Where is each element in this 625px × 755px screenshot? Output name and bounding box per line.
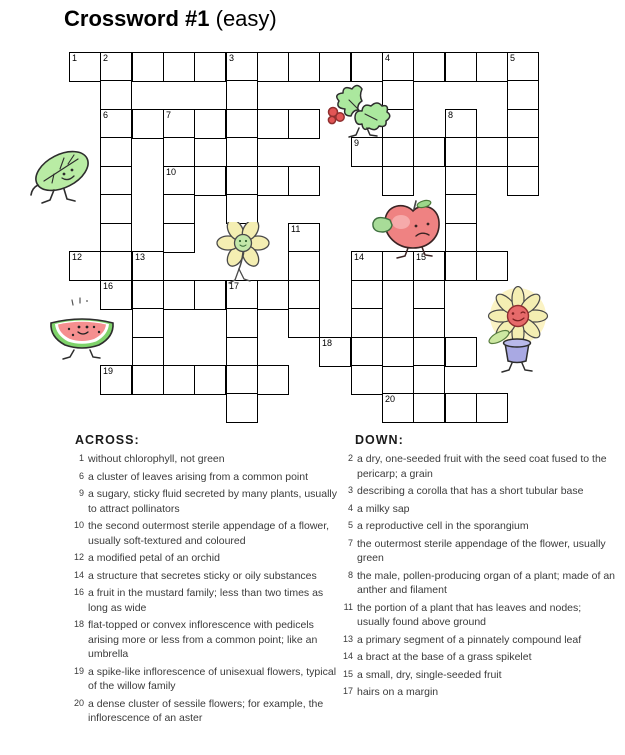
grid-cell[interactable] (382, 166, 414, 196)
clue-number: 3 (347, 485, 353, 495)
clue-item (341, 569, 623, 598)
clue-number: 16 (103, 281, 114, 291)
grid-cell[interactable] (100, 137, 132, 167)
clue-item (341, 668, 623, 683)
leaf-character-icon (14, 144, 102, 214)
grid-cell[interactable] (132, 337, 164, 367)
grid-cell[interactable] (257, 166, 289, 196)
grid-cell[interactable] (257, 365, 289, 395)
grid-cell[interactable] (163, 280, 195, 310)
clue-text: a milky sap (357, 502, 410, 515)
across-clues (72, 433, 340, 729)
clue-text: a small, dry, single-seeded fruit (357, 668, 502, 681)
clue-number: 12 (72, 252, 83, 262)
down-header: DOWN: (355, 433, 404, 447)
clue-text: a dry, one-seeded fruit with the seed coat fused to the pericarp; a grain (357, 453, 607, 480)
title-suffix: (easy) (209, 6, 277, 31)
clue-number: 14 (73, 569, 84, 580)
clue-number: 17 (342, 686, 353, 696)
down-clues (341, 433, 623, 703)
grid-cell[interactable] (507, 80, 539, 110)
grid-cell[interactable] (226, 393, 258, 423)
grid-cell[interactable] (476, 137, 508, 167)
clue-number: 14 (342, 651, 353, 661)
clue-item (341, 601, 623, 630)
across-clue-list (72, 452, 340, 726)
across-header: ACROSS: (75, 433, 140, 447)
clue-number: 8 (347, 569, 353, 580)
clue-number: 13 (135, 252, 146, 262)
clue-item (72, 551, 340, 566)
clue-number: 16 (73, 587, 84, 597)
down-clue-list (341, 452, 623, 700)
holly-character-icon (321, 76, 396, 138)
grid-cell[interactable] (194, 109, 226, 139)
grid-cell[interactable] (163, 166, 195, 196)
grid-cell[interactable] (413, 280, 445, 310)
clue-number: 15 (416, 252, 427, 262)
grid-cell[interactable] (476, 251, 508, 281)
grid-cell[interactable] (100, 80, 132, 110)
clue-number: 17 (229, 281, 240, 291)
clue-text: a reproductive cell in the sporangium (357, 520, 529, 532)
clue-text: a structure that secretes sticky or oily substances (88, 569, 317, 582)
grid-cell[interactable] (132, 280, 164, 310)
grid-cell[interactable] (413, 137, 445, 167)
clue-text: a dense cluster of sessile flowers; for example, the inflorescence of an aster (88, 697, 324, 724)
clue-item (341, 484, 623, 499)
grid-cell[interactable] (382, 393, 414, 423)
grid-cell[interactable] (445, 52, 477, 82)
clue-item (72, 569, 340, 584)
grid-cell[interactable] (132, 109, 164, 139)
clue-text: a cluster of leaves arising from a common point (88, 470, 309, 483)
grid-cell[interactable] (413, 365, 445, 395)
clue-number: 2 (103, 53, 109, 63)
grid-cell[interactable] (226, 109, 258, 139)
grid-cell[interactable] (132, 308, 164, 338)
clue-text: without chlorophyll, not green (88, 453, 225, 465)
clue-item (72, 470, 340, 485)
grid-cell[interactable] (69, 251, 101, 281)
clue-text: a primary segment of a pinnately compound leaf (357, 633, 582, 646)
clue-number: 5 (510, 53, 516, 63)
clue-number: 7 (166, 110, 172, 120)
clue-number: 19 (73, 665, 84, 676)
grid-cell[interactable] (413, 393, 445, 423)
clue-item (341, 519, 623, 534)
clue-item (72, 665, 340, 694)
clue-item (341, 685, 623, 700)
grid-cell[interactable] (194, 52, 226, 82)
grid-cell[interactable] (351, 280, 383, 310)
grid-cell[interactable] (382, 337, 414, 367)
grid-cell[interactable] (288, 223, 320, 253)
clue-number: 20 (385, 394, 396, 404)
clue-text: the portion of a plant that has leaves and nodes; usually found above ground (357, 601, 582, 628)
clue-number: 3 (229, 53, 235, 63)
clue-number: 5 (347, 520, 353, 530)
clue-text: a sugary, sticky fluid secreted by many plants, usually to attract pollinators (88, 488, 338, 515)
clue-item (72, 697, 340, 726)
clue-item (72, 452, 340, 467)
clue-number: 6 (103, 110, 109, 120)
clue-number: 4 (385, 53, 391, 63)
grid-cell[interactable] (288, 308, 320, 338)
grid-cell[interactable] (476, 393, 508, 423)
clue-item (341, 452, 623, 481)
grid-cell[interactable] (163, 137, 195, 167)
grid-cell[interactable] (226, 308, 258, 338)
clue-text: a modified petal of an orchid (88, 552, 220, 564)
clue-number: 11 (291, 224, 301, 234)
grid-cell[interactable] (69, 52, 101, 82)
grid-cell[interactable] (288, 280, 320, 310)
clue-number: 9 (78, 488, 84, 498)
grid-cell[interactable] (226, 137, 258, 167)
clue-number: 12 (73, 552, 84, 562)
clue-text: the second outermost sterile appendage of a flower, usually soft-textured and coloured (88, 520, 330, 547)
grid-cell[interactable] (100, 251, 132, 281)
flower-character-icon (216, 222, 270, 294)
grid-cell[interactable] (132, 251, 164, 281)
clue-item (72, 618, 340, 662)
clue-text: a fruit in the mustard family; less than two times as long as wide (88, 587, 324, 614)
grid-cell[interactable] (100, 194, 132, 224)
grid-cell[interactable] (445, 109, 477, 139)
clue-text: hairs on a margin (357, 686, 439, 698)
grid-cell[interactable] (476, 52, 508, 82)
clue-item (72, 487, 340, 516)
watermelon-character-icon (42, 296, 122, 362)
grid-cell[interactable] (226, 80, 258, 110)
clue-number: 7 (347, 537, 353, 548)
grid-cell[interactable] (351, 137, 383, 167)
clue-text: describing a corolla that has a short tubular base (357, 485, 584, 497)
grid-cell[interactable] (507, 109, 539, 139)
potted-flower-character-icon (476, 286, 550, 376)
clue-text: a bract at the base of a grass spikelet (357, 651, 532, 663)
title-main: Crossword #1 (64, 6, 210, 31)
clue-number: 19 (103, 366, 114, 376)
clue-number: 14 (354, 252, 365, 262)
grid-cell[interactable] (413, 52, 445, 82)
clue-item (72, 519, 340, 548)
grid-cell[interactable] (507, 137, 539, 167)
grid-cell[interactable] (132, 365, 164, 395)
grid-cell[interactable] (163, 109, 195, 139)
clue-number: 10 (73, 520, 84, 530)
grid-cell[interactable] (226, 365, 258, 395)
grid-cell[interactable] (194, 166, 226, 196)
clue-item (72, 586, 340, 615)
clue-number: 11 (343, 601, 353, 612)
grid-cell[interactable] (163, 223, 195, 253)
clue-number: 15 (342, 668, 353, 679)
grid-cell[interactable] (413, 337, 445, 367)
grid-cell[interactable] (226, 52, 258, 82)
grid-cell[interactable] (100, 52, 132, 82)
clue-number: 18 (73, 619, 84, 629)
clue-number: 9 (354, 138, 360, 148)
grid-cell[interactable] (100, 223, 132, 253)
grid-cell[interactable] (507, 166, 539, 196)
clue-text: the male, pollen-producing organ of a plant; made of an anther and filament (357, 569, 616, 596)
clue-text: a spike-like inflorescence of unisexual flowers, typical of the willow family (88, 665, 337, 692)
grid-cell[interactable] (445, 137, 477, 167)
grid-cell[interactable] (319, 337, 351, 367)
grid-cell[interactable] (445, 337, 477, 367)
clue-number: 2 (347, 453, 353, 463)
grid-cell[interactable] (351, 365, 383, 395)
grid-cell[interactable] (163, 194, 195, 224)
grid-cell[interactable] (351, 337, 383, 367)
grid-cell[interactable] (507, 52, 539, 82)
grid-cell[interactable] (132, 52, 164, 82)
grid-cell[interactable] (351, 308, 383, 338)
clue-number: 13 (342, 633, 353, 644)
grid-cell[interactable] (226, 337, 258, 367)
grid-cell[interactable] (163, 365, 195, 395)
grid-cell[interactable] (100, 109, 132, 139)
clue-item (341, 502, 623, 517)
clue-number: 4 (347, 502, 353, 513)
clue-item (341, 650, 623, 665)
grid-cell[interactable] (257, 52, 289, 82)
clue-number: 8 (448, 110, 454, 120)
grid-cell[interactable] (194, 365, 226, 395)
grid-cell[interactable] (288, 109, 320, 139)
grid-cell[interactable] (382, 137, 414, 167)
grid-cell[interactable] (163, 52, 195, 82)
clue-number: 10 (166, 167, 177, 177)
clue-number: 20 (73, 697, 84, 708)
clue-number: 6 (78, 470, 84, 481)
clue-number: 1 (72, 53, 78, 63)
grid-cell[interactable] (288, 52, 320, 82)
grid-cell[interactable] (226, 166, 258, 196)
apple-character-icon (370, 196, 454, 260)
clue-text: the outermost sterile appendage of the flower, usually green (357, 537, 606, 564)
grid-cell[interactable] (288, 166, 320, 196)
grid-cell[interactable] (413, 308, 445, 338)
clue-item (341, 633, 623, 648)
clue-number: 1 (78, 453, 84, 463)
grid-cell[interactable] (445, 166, 477, 196)
grid-cell[interactable] (100, 365, 132, 395)
grid-cell[interactable] (288, 251, 320, 281)
grid-cell[interactable] (226, 194, 258, 224)
grid-cell[interactable] (445, 393, 477, 423)
grid-cell[interactable] (257, 109, 289, 139)
clue-item (341, 537, 623, 566)
grid-cell[interactable] (100, 166, 132, 196)
clue-number: 18 (322, 338, 333, 348)
clue-text: flat-topped or convex inflorescence with pedicels arising more or less from a common point; like an umbrella (88, 619, 318, 660)
